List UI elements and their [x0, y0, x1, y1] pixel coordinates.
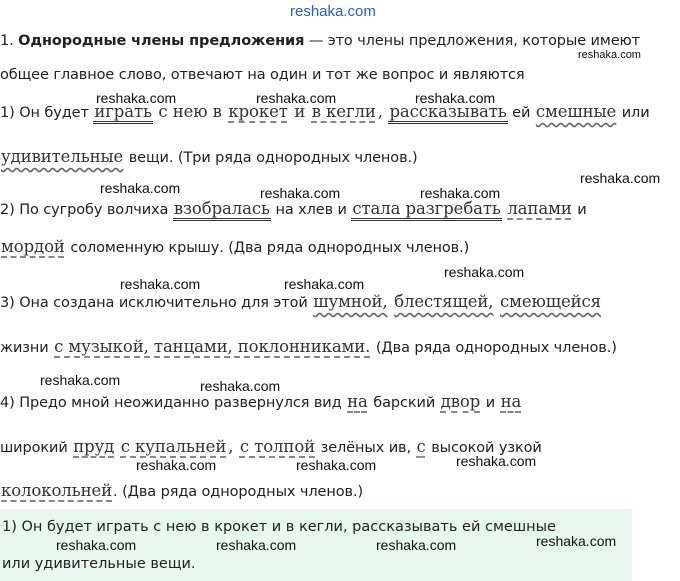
attribute-udivitelnye: удивительные — [1, 147, 124, 166]
watermark: reshaka.com — [56, 537, 137, 553]
predicate-stala-razgrebat: стала разгребать — [351, 199, 501, 221]
object-kroket: крокет — [228, 102, 288, 121]
watermark: reshaka.com — [444, 264, 525, 280]
answer-line-2: или удивительные вещи. — [2, 556, 196, 572]
watermark: reshaka.com — [40, 372, 121, 388]
word-s: с — [416, 437, 426, 456]
watermark: reshaka.com — [200, 378, 281, 394]
watermark: reshaka.com — [578, 49, 641, 61]
predicate-rasskazyvat: рассказывать — [388, 102, 507, 124]
text-fragment: с нею в — [158, 102, 222, 121]
word-prud: пруд — [73, 437, 115, 456]
watermark: reshaka.com — [256, 90, 337, 106]
watermark: reshaka.com — [100, 180, 181, 196]
sentence-1-number: 1) Он будет — [0, 105, 89, 121]
text-fragment: зелёных ив, — [320, 440, 411, 456]
attribute-smeyushcheysya: смеющейся — [499, 292, 601, 311]
object-s-muzykoy: с музыкой, танцами, поклонниками. — [54, 337, 371, 356]
object-lapami: лапами — [507, 199, 572, 218]
object-mordoy: мордой — [1, 237, 65, 256]
sentence-3-line-2 — [0, 337, 617, 356]
word-s-tolpoy: с толпой — [239, 437, 316, 456]
sentence-2-line-2 — [0, 237, 469, 256]
sentence-4-line-1 — [0, 392, 522, 411]
text-fragment: и — [485, 395, 496, 411]
text-fragment: на хлев и — [275, 202, 347, 218]
text-fragment: и — [294, 102, 306, 121]
text-fragment: или — [621, 105, 650, 121]
object-kegli: в кегли — [311, 102, 376, 121]
predicate-vzobralas: взобралась — [173, 199, 271, 221]
predicate-igrat: играть — [93, 102, 153, 124]
text-fragment: соломенную крышу. (Два ряда однородных членов.) — [70, 240, 470, 256]
watermark: reshaka.com — [120, 276, 201, 292]
attribute-shumnoy: шумной, — [313, 292, 388, 311]
watermark: reshaka.com — [260, 185, 341, 201]
text-fragment: барский — [373, 395, 436, 411]
sentence-4-line-3 — [0, 481, 363, 500]
attribute-blestyashchey: блестящей, — [394, 292, 494, 311]
watermark: reshaka.com — [136, 457, 217, 473]
watermark: reshaka.com — [96, 90, 177, 106]
watermark: reshaka.com — [415, 90, 496, 106]
text-fragment: высокой узкой — [431, 440, 542, 456]
definition-line-1 — [0, 33, 640, 49]
text-fragment: ей — [512, 105, 531, 121]
watermark: reshaka.com — [216, 537, 297, 553]
sentence-3-number: 3) Она создана исключительно для этой — [0, 295, 308, 311]
text-fragment: (Два ряда однородных членов.) — [375, 340, 617, 356]
word-na-2: на — [500, 392, 522, 411]
sentence-2-line-1 — [0, 199, 587, 218]
watermark: reshaka.com — [420, 185, 501, 201]
text-fragment: вещи. (Три ряда однородных членов.) — [128, 150, 418, 166]
text-fragment: . (Два ряда однородных членов.) — [113, 484, 364, 500]
word-dvor: двор — [440, 392, 481, 411]
text-fragment: , — [377, 102, 383, 121]
word-s-kupalney: с купальней — [120, 437, 227, 456]
watermark: reshaka.com — [296, 457, 377, 473]
definition-number: 1. — [0, 33, 14, 49]
watermark: reshaka.com — [536, 533, 617, 549]
sentence-3-line-1 — [0, 292, 602, 311]
word-na: на — [347, 392, 368, 411]
definition-line-2: общее главное слово, отвечают на один и тот же вопрос и являются — [0, 67, 525, 83]
sentence-4-number: 4) Предо мной неожиданно развернулся вид — [0, 395, 342, 411]
text-fragment: и — [577, 202, 587, 218]
watermark: reshaka.com — [376, 537, 457, 553]
sentence-2-number: 2) По сугробу волчиха — [0, 202, 169, 218]
site-watermark-top: reshaka.com — [290, 3, 376, 20]
text-fragment: широкий — [0, 440, 68, 456]
definition-term: Однородные члены предложения — [18, 33, 305, 49]
answer-line-1: 1) Он будет играть с нею в крокет и в кегли, рассказывать ей смешные — [2, 519, 556, 535]
definition-text: — это члены предложения, которые имеют — [304, 33, 640, 49]
watermark: reshaka.com — [580, 170, 661, 186]
word-kolokolney: колокольней — [1, 481, 113, 500]
watermark: reshaka.com — [456, 453, 537, 469]
watermark: reshaka.com — [284, 276, 365, 292]
text-fragment: , — [228, 437, 234, 456]
sentence-1-line-2 — [0, 147, 418, 166]
sentence-1-line-1 — [0, 102, 650, 121]
attribute-smeshnye: смешные — [535, 102, 617, 121]
text-fragment: жизни — [0, 340, 49, 356]
